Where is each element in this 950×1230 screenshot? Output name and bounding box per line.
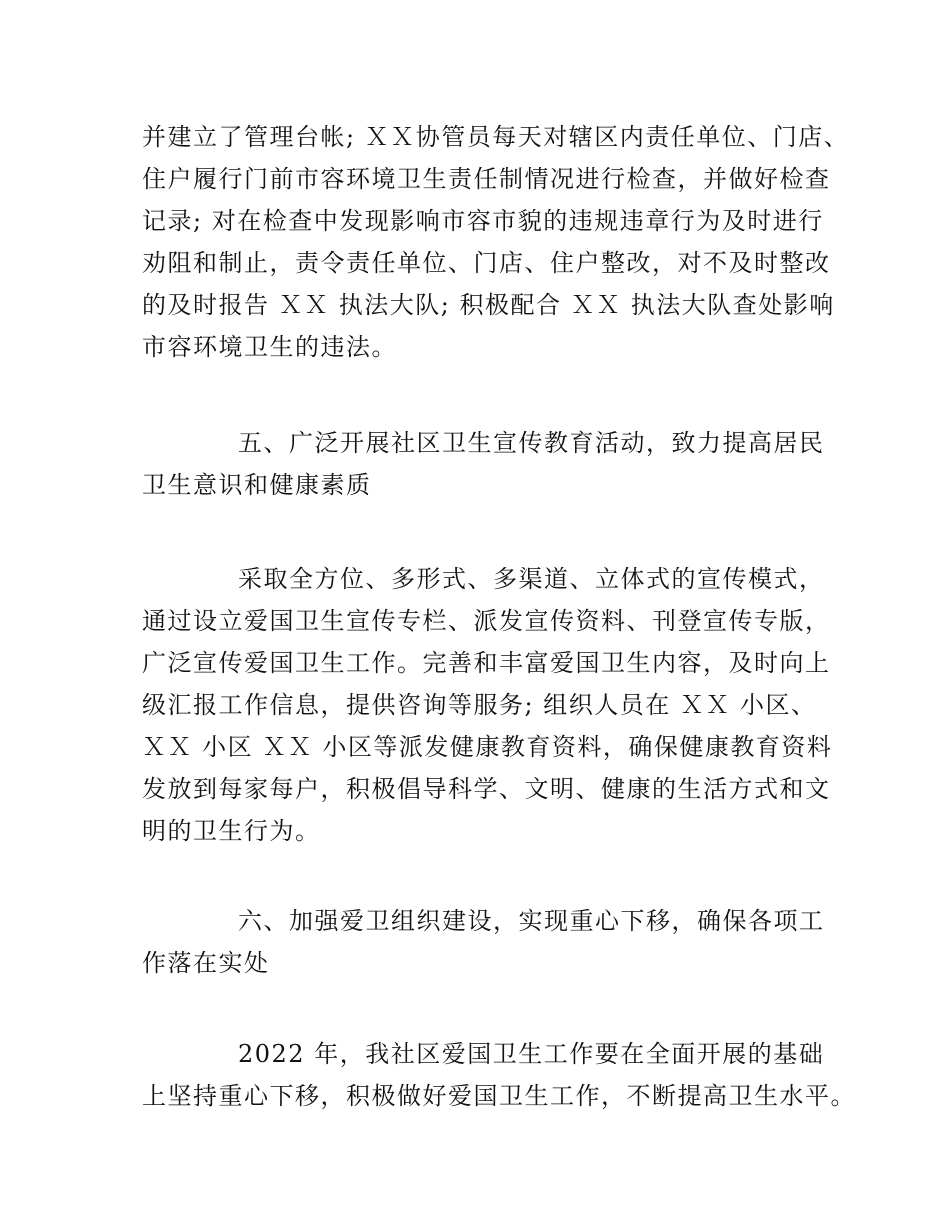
text-line: 住户履行门前市容环境卫生责任制情况进行检查，并做好检查 (142, 165, 831, 193)
heading-line: 五、广泛开展社区卫生宣传教育活动，致力提高居民 (238, 429, 825, 457)
text-line: 级汇报工作信息，提供咨询等服务; 组织人员在 ＸＸ 小区、 (142, 691, 817, 719)
section-heading-6 (142, 900, 832, 984)
text-line: 发放到每家每户，积极倡导科学、文明、健康的生活方式和文 (142, 775, 831, 803)
text-line: 明的卫生行为。 (142, 817, 321, 845)
heading-line: 卫生意识和健康素质 (142, 471, 372, 499)
text-line: 记录; 对在检查中发现影响市容市貌的违规违章行为及时进行 (142, 207, 824, 235)
text-line: 上坚持重心下移，积极做好爱国卫生工作，不断提高卫生水平。 (142, 1082, 856, 1110)
text-line: 市容环境卫生的违法。 (142, 333, 397, 361)
body-paragraph-3 (142, 1033, 856, 1117)
body-paragraph-1 (142, 116, 850, 368)
heading-line: 六、加强爱卫组织建设，实现重心下移，确保各项工 (238, 907, 825, 935)
body-paragraph-2 (142, 558, 832, 852)
text-line: 采取全方位、多形式、多渠道、立体式的宣传模式， (238, 565, 825, 593)
text-line: 通过设立爱国卫生宣传专栏、派发宣传资料、刊登宣传专版， (142, 607, 831, 635)
text-line: 的及时报告 ＸＸ 执法大队; 积极配合 ＸＸ 执法大队查处影响 (142, 291, 835, 319)
text-line: 2022 年，我社区爱国卫生工作要在全面开展的基础 (238, 1040, 825, 1068)
text-line: 并建立了管理台帐; ＸＸ协管员每天对辖区内责任单位、门店、 (142, 123, 850, 151)
heading-line: 作落在实处 (142, 949, 270, 977)
text-line: ＸＸ 小区 ＸＸ 小区等派发健康教育资料，确保健康教育资料 (142, 733, 833, 761)
section-heading-5 (142, 422, 832, 506)
text-line: 广泛宣传爱国卫生工作。完善和丰富爱国卫生内容，及时向上 (142, 649, 831, 677)
text-line: 劝阻和制止，责令责任单位、门店、住户整改，对不及时整改 (142, 249, 831, 277)
